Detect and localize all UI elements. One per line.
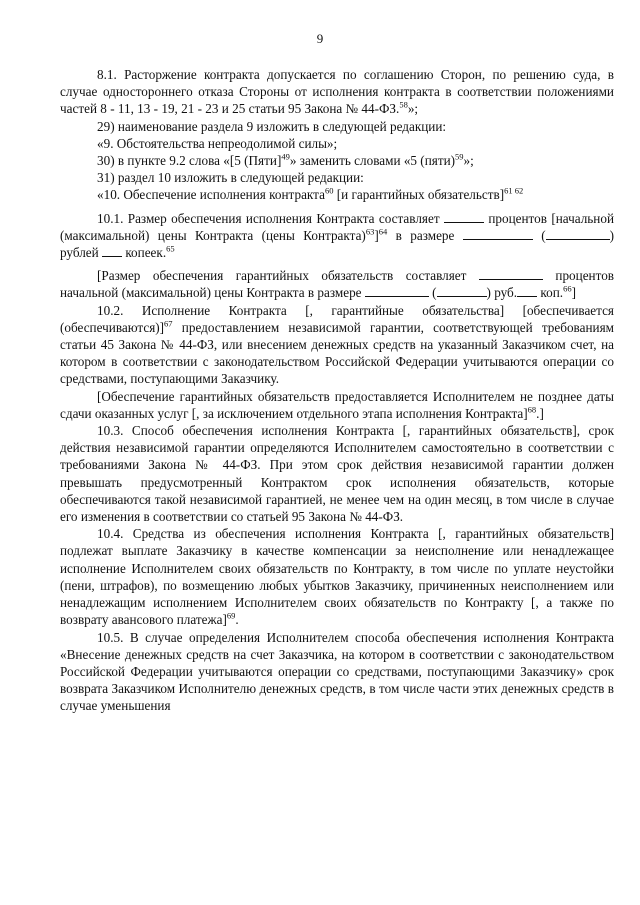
paragraph-text: ( [541,227,546,243]
paragraph-text: »; [463,153,474,169]
footnote-ref: 64 [378,226,388,237]
paragraph-item-30 [60,152,614,169]
blank-field [444,210,484,223]
paragraph-text: [и гарантийных обязательств] [333,187,505,203]
paragraph-item-31: 31) раздел 10 изложить в следующей редакции: [97,170,364,186]
paragraph-10-4 [60,525,614,628]
blank-field [546,227,610,240]
footnote-ref: 65 [166,243,175,254]
paragraph-8-1 [60,66,614,118]
paragraph-item-29: 29) наименование раздела 9 изложить в следующей редакции: [97,118,447,134]
paragraph-text: . [235,612,239,628]
footnote-ref: 69 [226,610,236,621]
page-number: 9 [316,31,324,46]
paragraph-text: процентов [начальной (максимальной) цены Контракта (цены Контракта) [60,210,615,243]
paragraph-text: [Обеспечение гарантийных обязательств предоставляется Исполнителем не позднее даты сдачи оказанных услуг [, за исключением отдельного этапа исполнения Контракта] [60,388,614,421]
paragraph-10-5: 10.5. В случае определения Исполнителем способа обеспечения исполнения Контракта «Внесение денежных средств на счет Заказчика, на котором в соответствии с законодательством Российской Федерации учитываются операции со средствами, поступающими Заказчику» срок возврата Заказчиком Исполнителю денежных средств, в том числе части этих денежных средств в случае уменьшения [60,629,614,714]
footnote-ref: 68 [527,404,537,415]
paragraph-text: ) рублей [60,227,614,261]
paragraph-text: ] [571,285,576,301]
paragraph-section-10-title [60,186,614,203]
blank-field [479,267,543,280]
paragraph-text: «10. Обеспечение исполнения контракта [97,187,325,203]
paragraph-text: коп. [540,285,564,301]
paragraph-text: ] [374,227,379,243]
paragraph-text: в размере [387,227,455,243]
footnote-ref: 63 [365,226,375,237]
footnote-ref: 67 [164,318,173,329]
paragraph-10-1-bracket [60,267,614,301]
paragraph-text: 10.4. Средства из обеспечения исполнения Контракта [, гарантийных обязательств] подлежат выплате Заказчику в качестве компенсации за неисполнение или ненадлежащее исполнение Исполнителем своих обязательств по Контракту, в том числе по уплате неустойки (пени, штрафов), по возмещению любых убытков Заказчику, причиненных неисполнением или ненадлежащим исполнением Исполнителем своих обязательств по Контракту [, а также по возврату авансового платежа] [60,526,614,628]
blank-field [102,244,122,257]
footnote-ref: 60 [324,186,334,197]
paragraph-text: .] [536,405,544,421]
blank-field [463,227,533,240]
footnote-ref: 58 [399,100,408,111]
paragraph-10-2 [60,302,614,388]
paragraph-text: процентов начальной (максимальной) цены Контракта в размере [60,268,615,301]
paragraph-text: » заменить словами «5 (пяти) [289,153,456,169]
paragraph-text: 10.2. Исполнение Контракта [, гарантийные обязательства] [обеспечивается (обеспечиваются)] [60,302,614,335]
paragraph-10-3: 10.3. Способ обеспечения исполнения Контракта [, гарантийных обязательств], срок действия независимой гарантии определяются Исполнителем самостоятельно в соответствии с требованиями Закона № 44-ФЗ. При этом срок действия независимой гарантии должен превышать предусмотренный Контрактом срок исполнения обязательств, которые обеспечиваются такой независимой гарантией, не менее чем на один месяц, в том числе в случае его изменения в соответствии со статьей 95 Закона № 44-ФЗ. [60,423,614,525]
paragraph-section-9-title: «9. Обстоятельства непреодолимой силы»; [97,135,338,151]
paragraph-text: ) руб. [486,285,518,301]
footnote-ref: 59 [455,151,464,162]
paragraph-10-1 [60,210,614,262]
paragraph-10-2-bracket [60,388,614,422]
paragraph-text: предоставлением независимой гарантии, соответствующей требованиям статьи 45 Закона № 44-ФЗ, или внесением денежных средств на указанный Заказчиком счет, на котором в соответствии с законодательством Российской Федерации учитываются операции со средствами, поступающими Заказчику. [60,319,614,387]
footnote-ref: 66 [563,284,572,295]
blank-field [517,284,537,297]
footnote-ref: 49 [281,151,290,162]
document-body [60,66,614,715]
blank-field [365,284,429,297]
blank-field [437,284,487,297]
paragraph-text: [Размер обеспечения гарантийных обязательств составляет [97,268,467,284]
paragraph-text: копеек. [125,245,167,261]
footnote-ref: 61 62 [504,186,524,197]
paragraph-text: 10.1. Размер обеспечения исполнения Контракта составляет [97,210,440,226]
paragraph-text: ( [432,285,437,301]
paragraph-text: 30) в пункте 9.2 слова «[5 (Пяти] [97,153,282,169]
paragraph-text: 8.1. Расторжение контракта допускается по соглашению Сторон, по решению суда, в случае одностороннего отказа Стороны от исполнения контракта в соответствии положениями частей 8 - 11, 13 - 19, 21 - 23 и 25 статьи 95 Закона № 44-ФЗ. [60,67,614,117]
paragraph-text: »; [407,101,419,117]
